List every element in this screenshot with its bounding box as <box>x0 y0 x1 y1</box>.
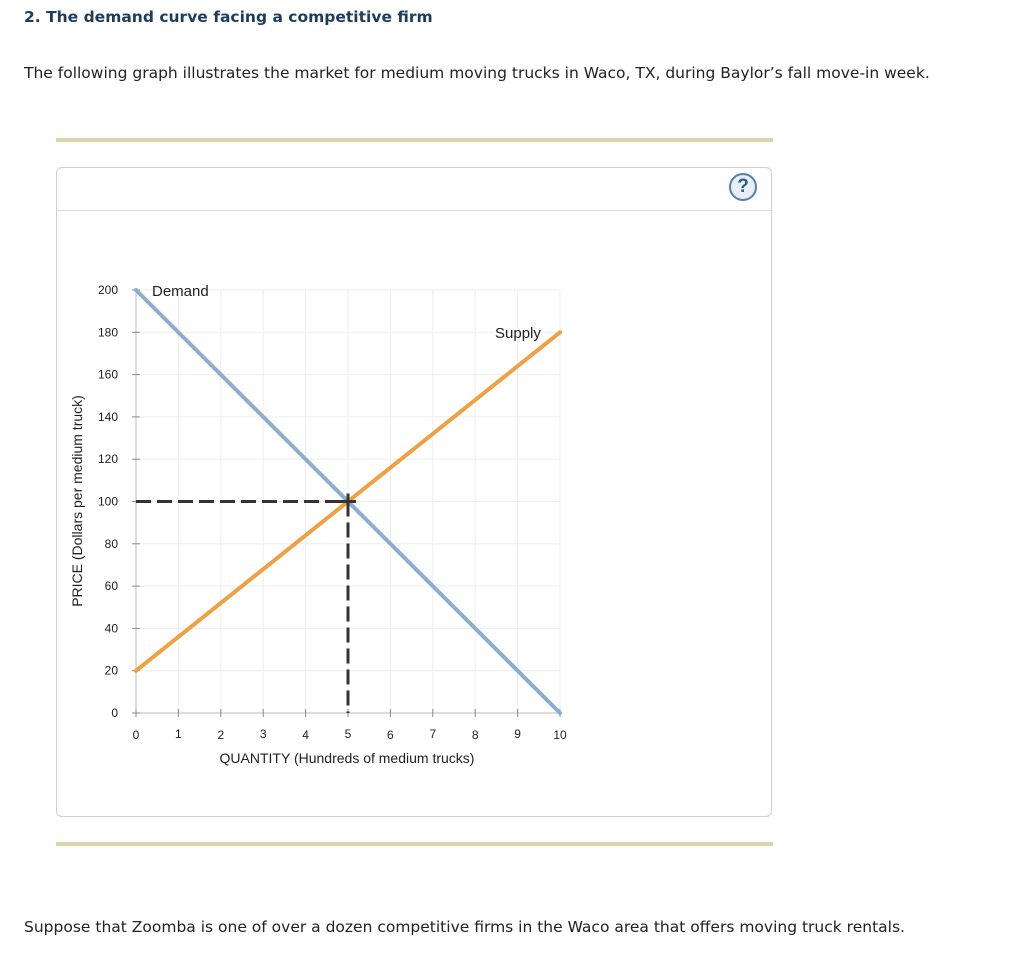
demand-curve-endpoint[interactable] <box>558 711 562 715</box>
x-tick-label: 5 <box>344 727 352 741</box>
supply-series-label: Supply <box>495 325 541 342</box>
page-title: 2. The demand curve facing a competitive firm <box>24 8 433 26</box>
demand-series-label: Demand <box>152 283 209 300</box>
x-tick-label: 2 <box>217 728 225 742</box>
x-tick-label: 9 <box>514 727 521 741</box>
supply-curve-endpoint[interactable] <box>134 669 138 673</box>
y-tick-label: 0 <box>111 706 118 720</box>
x-tick-label: 1 <box>175 727 182 741</box>
x-axis-label: QUANTITY (Hundreds of medium trucks) <box>219 750 475 766</box>
x-tick-label: 7 <box>429 727 437 741</box>
y-tick-label: 200 <box>97 283 118 297</box>
y-tick-label: 100 <box>97 494 118 509</box>
x-tick-label: 0 <box>132 728 140 742</box>
y-tick-label: 120 <box>97 452 118 467</box>
y-tick-label: 180 <box>97 325 118 340</box>
y-tick-label: 60 <box>104 579 118 594</box>
x-tick-label: 3 <box>259 727 267 741</box>
y-tick-label: 40 <box>104 621 118 636</box>
y-axis-label: PRICE (Dollars per medium truck) <box>69 395 85 607</box>
bottom-divider <box>56 842 773 846</box>
y-tick-label: 140 <box>97 409 118 424</box>
y-tick-label: 160 <box>97 367 118 382</box>
x-tick-label: 6 <box>387 728 394 742</box>
intro-text: The following graph illustrates the market for medium moving trucks in Waco, TX, during Baylor’s fall move-in week. <box>24 64 930 82</box>
x-tick-label: 4 <box>302 728 309 742</box>
followup-text: Suppose that Zoomba is one of over a dozen competitive firms in the Waco area that offers moving truck rentals. <box>24 918 905 936</box>
x-tick-label: 10 <box>553 728 567 742</box>
x-tick-label: 8 <box>471 728 479 742</box>
help-button[interactable]: ? <box>729 173 757 201</box>
demand-curve-endpoint[interactable] <box>134 288 138 292</box>
y-tick-label: 80 <box>104 536 118 551</box>
y-tick-label: 20 <box>104 663 118 678</box>
supply-curve-endpoint[interactable] <box>558 330 562 334</box>
